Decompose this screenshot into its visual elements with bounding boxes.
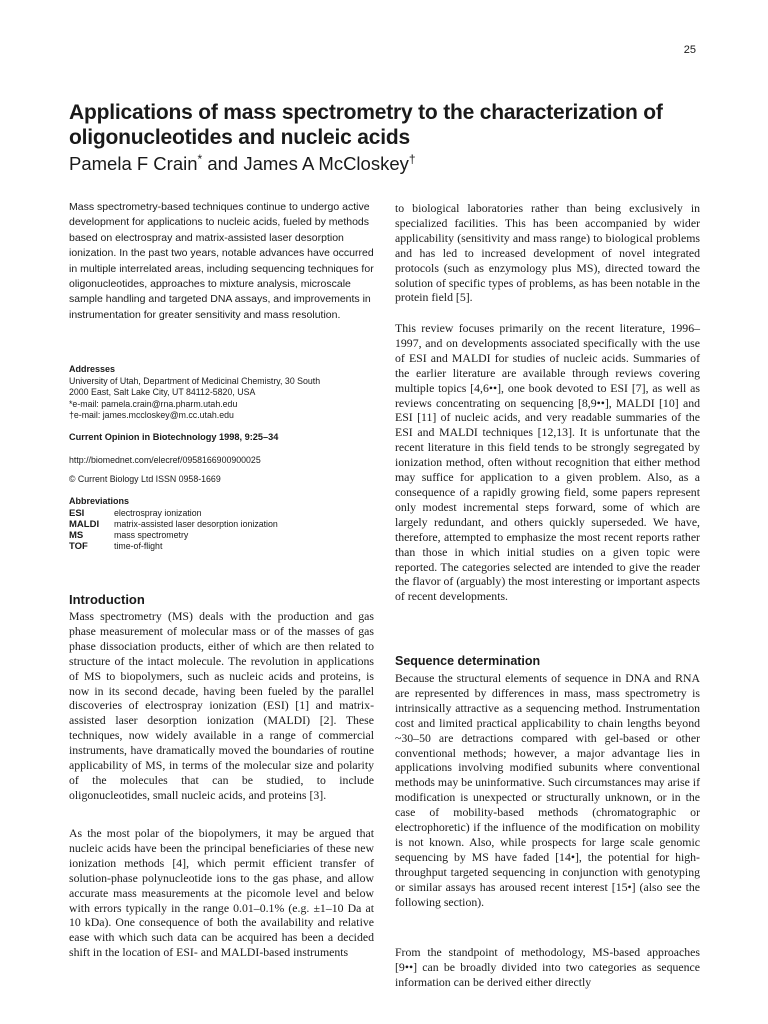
abbreviation-term: MS	[69, 530, 84, 541]
abstract: Mass spectrometry-based techniques continue to undergo active development for applications to nucleic acids, fueled by methods based on electrospray and matrix-assisted laser desorption ionization. In the past two years, notable advances have occurred in multiple interrelated areas, including sequencing techniques for oligonucleotides, approaches to mixture analysis, microscale sample handling and targeted DNA assays, and improvements in instrumentation for greater sensitivity and mass resolution.	[69, 201, 374, 321]
author-conjunction: and	[202, 153, 244, 175]
abbreviation-term: MALDI	[69, 519, 100, 530]
author-line	[69, 148, 709, 175]
abbreviations-block	[69, 496, 374, 552]
addresses-block	[69, 364, 374, 422]
address-line: 2000 East, Salt Lake City, UT 84112-5820, USA	[69, 387, 256, 397]
abbreviation-term: ESI	[69, 508, 85, 519]
section-heading-introduction: Introduction	[69, 592, 145, 607]
email-line: *e-mail: pamela.crain@rna.pharm.utah.edu	[69, 398, 238, 409]
author-name: James A McCloskey	[243, 153, 409, 175]
address-line: University of Utah, Department of Medicinal Chemistry, 30 South	[69, 375, 321, 386]
body-paragraph: From the standpoint of methodology, MS-based approaches [9••] can be broadly divided into two categories as sequence information can be derived either directly	[395, 945, 700, 989]
abbreviation-term: TOF	[69, 541, 88, 552]
body-paragraph: Because the structural elements of sequence in DNA and RNA are represented by differences in mass, mass spectrometry is intrinsically attractive as a sequencing method. Instrumentation cost and limited practical applicability to chain lengths beyond ~30–50 are detractions compared with gel-based or other conventional methods; however, a major advantage lies in applications involving modified subunits where conventional methods may be uninformative. Such circumstances may arise if modification is unexpected or structurally unknown, or in the case of mobility-based methods (chromatographic or electrophoretic) if the influence of the modification on mobility is not known. Also, while prospects for large scale genomic sequencing by MS have faded [14•], the potential for high-throughput targeted sequencing in conjunction with genotyping or similar assays has aroused recent interest [15•] (also see the following section).	[395, 671, 700, 909]
page-number: 25	[683, 44, 696, 56]
abbreviation-row	[69, 530, 278, 541]
journal-citation: Current Opinion in Biotechnology 1998, 9:25–34	[69, 432, 279, 442]
copyright-line: © Current Biology Ltd ISSN 0958-1669	[69, 474, 221, 484]
body-paragraph: to biological laboratories rather than being exclusively in specialized facilities. This has been accompanied by wider applicability (sensitivity and mass range) to biological problems and has led to increased development of novel integrated protocols (such as enzymology plus MS), directed toward the solution of specific types of problems, as has been notable in the protein field [5].	[395, 201, 700, 305]
abbreviation-definition: mass spectrometry	[114, 530, 189, 540]
section-heading-sequence-determination: Sequence determination	[395, 654, 541, 668]
abbreviation-definition: matrix-assisted laser desorption ionization	[114, 519, 278, 529]
abbreviations-table	[69, 508, 278, 552]
abbreviation-row	[69, 519, 278, 530]
abbreviations-heading: Abbreviations	[69, 496, 130, 506]
email-line: †e-mail: james.mccloskey@m.cc.utah.edu	[69, 410, 234, 420]
article-url: http://biomednet.com/elecref/0958166900900025	[69, 455, 261, 465]
body-paragraph: Mass spectrometry (MS) deals with the production and gas phase measurement of molecular mass or of the masses of gas phase dissociation products, either of which are then related to structure of the intact molecule. The revolution in applications of MS to biopolymers, such as nucleic acids and proteins, is now in its second decade, having been fueled by the parallel discoveries of electrospray ionization (ESI) [1] and matrix-assisted laser desorption ionization (MALDI) [2]. These techniques, now widely available in a range of commercial instruments, have dramatically moved the boundaries of routine applicability of MS, in terms of the molecular size and polarity of the molecules that can be studied, to include oligonucleotides, small nucleic acids, and proteins [3].	[69, 609, 374, 802]
author-name: Pamela F Crain	[69, 153, 198, 175]
abbreviation-definition: time-of-flight	[114, 541, 163, 551]
author-mark: *	[197, 152, 203, 166]
body-paragraph: As the most polar of the biopolymers, it may be argued that nucleic acids have been the principal beneficiaries of these new ionization methods [4], which permit efficient transfer of solution-phase polynucleotide ions to the gas phase, and allow accurate mass measurements at the picomole level and below with errors typically in the range 0.01–0.1% (e.g. ±1–10 Da at 10 kDa). One consequence of both the availability and relative ease with which such data can be acquired has been a decided shift in the location of ESI- and MALDI-based instruments	[69, 826, 374, 960]
abbreviation-row	[69, 541, 278, 552]
abbreviation-row	[69, 508, 278, 519]
body-paragraph: This review focuses primarily on the recent literature, 1996–1997, and on developments associated specifically with the use of ESI and MALDI for studies of nucleic acids. Summaries of the earlier literature are available through reviews covering multiple topics [4,6••], one book devoted to ESI [7], as well as reviews concentrating on sequencing [8,9••], MALDI [10] and ESI [11] of nucleic acids, and very readable summaries of the ESI and MALDI techniques [12,13]. It is unfortunate that the recent literature in this field tends to be strongly segregated by ionization method, often without recognition that either method may suffice for application to a given problem. Also, as a consequence of a rapidly growing field, some papers represent only modest incremental steps forward, some of which are largely redundant, and others quickly superseded. We have, therefore, attempted to emphasize the most recent reports rather than those in which initial studies on a given topic were reported. The categories selected are intended to give the reader the flavor of (arguably) the most interesting or important aspects of recent developments.	[395, 321, 700, 604]
article-title: Applications of mass spectrometry to the characterization of oligonucleotides and nucleic acids	[69, 101, 663, 149]
addresses-heading: Addresses	[69, 364, 116, 374]
abbreviation-definition: electrospray ionization	[114, 508, 202, 518]
author-mark: †	[408, 152, 416, 166]
